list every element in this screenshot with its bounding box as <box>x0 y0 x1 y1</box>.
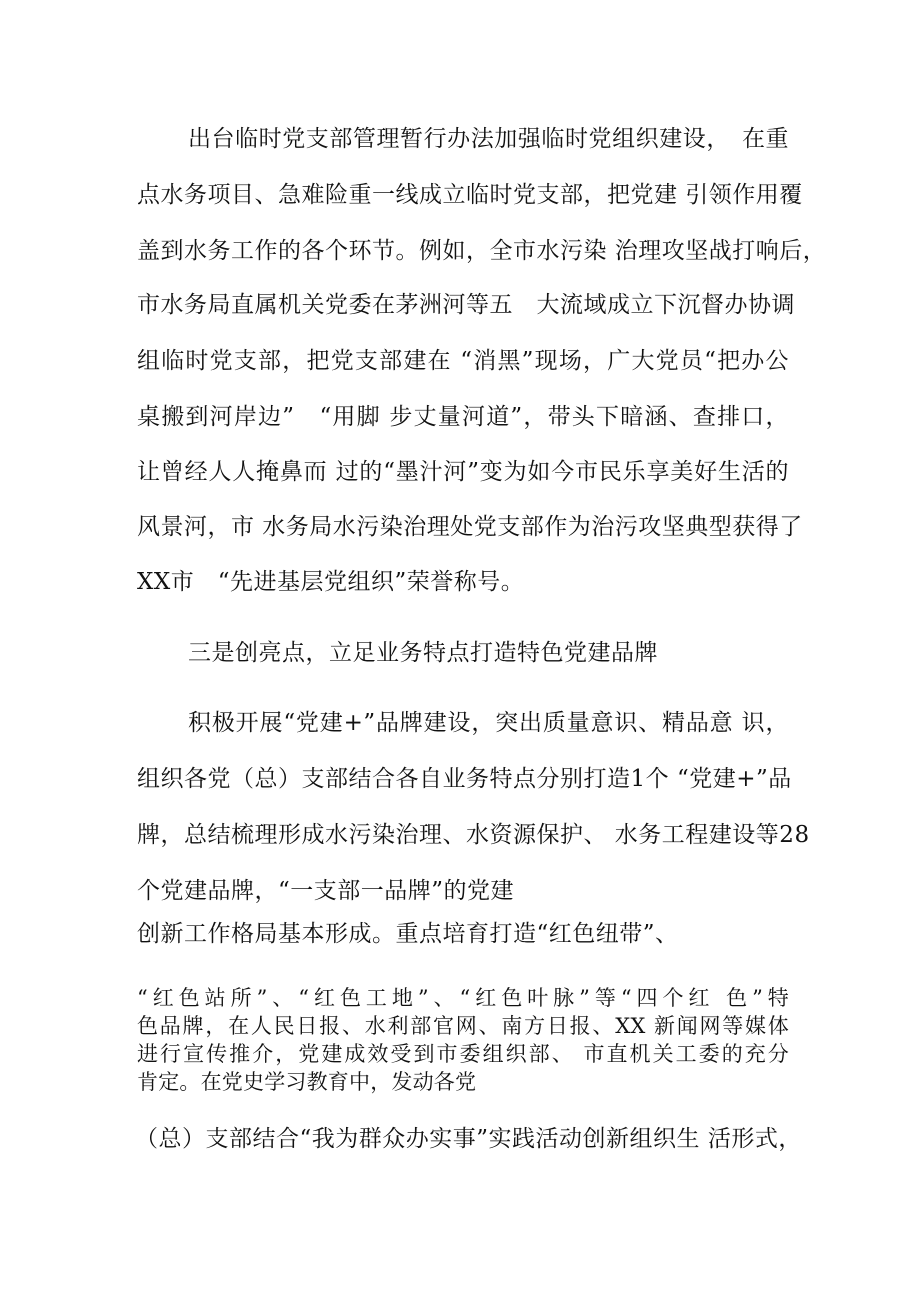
text-line: 个党建品牌，“一支部一品牌”的党建 <box>137 878 515 904</box>
text-line: 市水务局直属机关党委在茅洲河等五 大流域成立下沉督办协调 <box>137 292 795 318</box>
text-line: 肯定。在党史学习教育中，发动各党 <box>137 1070 477 1094</box>
text-line: 风景河，市 水务局水污染治理处党支部作为治污攻坚典型获得了 <box>137 514 803 540</box>
text-line: 组织各党（总）支部结合各自业务特点分别打造1个 “党建+”品 <box>137 766 792 792</box>
text-line: 盖到水务工作的各个环节。例如，全市水污染 治理攻坚战打响后， <box>137 238 827 264</box>
text-line: 出台临时党支部管理暂行办法加强临时党组织建设， 在重 <box>188 126 789 152</box>
text-line: 积极开展“党建+”品牌建设，突出质量意识、精品意 识， <box>188 710 789 736</box>
text-line: 牌，总结梳理形成水污染治理、水资源保护、 水务工程建设等28 <box>137 822 810 848</box>
text-line: （总）支部结合“我为群众办实事”实践活动创新组织生 活形式， <box>135 1126 802 1152</box>
text-line: 点水务项目、急难险重一线成立临时党支部，把党建 引领作用覆 <box>137 182 803 208</box>
text-line: 创新工作格局基本形成。重点培育打造“红色纽带”、 <box>137 921 679 947</box>
text-line: 进行宣传推介，党建成效受到市委组织部、 市直机关工委的充分 <box>137 1042 789 1066</box>
text-line: 色品牌，在人民日报、水利部官网、南方日报、XX 新闻网等媒体 <box>137 1014 789 1038</box>
text-line: XX市 “先进基层党组织”荣誉称号。 <box>137 569 525 595</box>
text-line: “红色站所”、“红色工地”、“红色叶脉”等“四个红 色”特 <box>137 986 789 1010</box>
section-heading: 三是创亮点，立足业务特点打造特色党建品牌 <box>188 640 658 666</box>
text-line: 桌搬到河岸边” “用脚 步丈量河道”，带头下暗涵、查排口， <box>137 404 789 430</box>
text-line: 让曾经人人掩鼻而 过的“墨汁河”变为如今市民乐享美好生活的 <box>137 459 789 485</box>
text-line: 组临时党支部，把党支部建在 “消黑”现场，广大党员“把办公 <box>137 348 789 374</box>
